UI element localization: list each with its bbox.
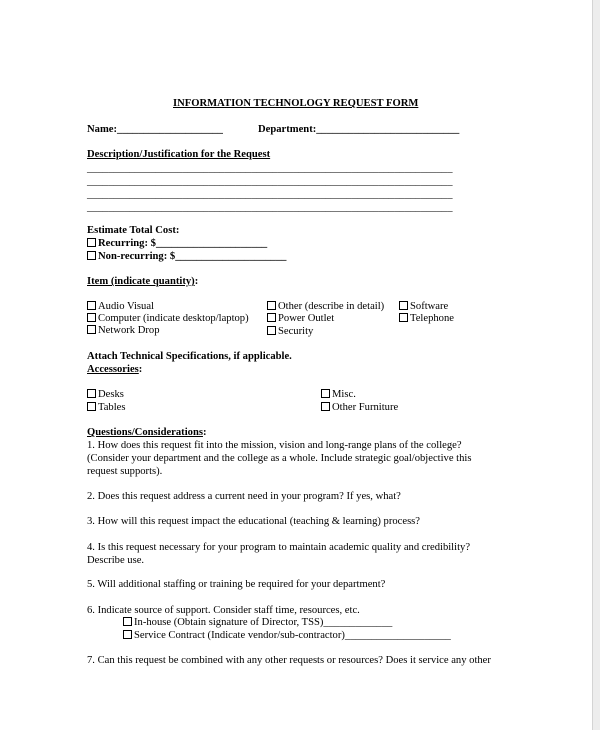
nonrecurring-row[interactable] [87, 250, 286, 263]
support-service-contract[interactable] [123, 629, 451, 642]
question-4-line: Describe use. [87, 555, 145, 566]
cost-heading: Estimate Total Cost: [87, 225, 180, 236]
question-6: 6. Indicate source of support. Consider staff time, resources, etc. [87, 605, 360, 616]
checkbox[interactable] [87, 389, 96, 398]
question-4-line: 4. Is this request necessary for your program to maintain academic quality and credibility? [87, 542, 471, 553]
recurring-row[interactable] [87, 237, 267, 250]
nonrecurring-label: Non-recurring: $ [98, 251, 176, 262]
question-5: 5. Will additional staffing or training be required for your department? [87, 579, 386, 590]
support-option-label: In-house (Obtain signature of Director, TSS)_____________ [134, 617, 393, 628]
description-line[interactable]: _____________________________________________________________________ [87, 176, 453, 187]
checkbox[interactable] [267, 326, 276, 335]
question-2: 2. Does this request address a current need in your program? If yes, what? [87, 491, 401, 502]
item-label: Audio Visual [98, 301, 154, 312]
accessory-tables[interactable] [87, 401, 126, 414]
description-line[interactable]: _____________________________________________________________________ [87, 202, 453, 213]
name-label: Name: [87, 124, 118, 135]
item-heading [87, 275, 198, 288]
question-7: 7. Can this request be combined with any other requests or resources? Does it service any other [87, 655, 491, 666]
item-network-drop[interactable] [87, 324, 160, 337]
item-label: Security [278, 326, 314, 337]
checkbox[interactable] [123, 630, 132, 639]
nonrecurring-checkbox[interactable] [87, 251, 96, 260]
item-label: Other (describe in detail) [278, 301, 385, 312]
item-label: Telephone [410, 313, 454, 324]
item-heading-text: Item (indicate quantity) [87, 276, 195, 287]
accessory-label: Tables [98, 402, 126, 413]
accessory-other-furniture[interactable] [321, 401, 398, 414]
recurring-checkbox[interactable] [87, 238, 96, 247]
item-label: Computer (indicate desktop/laptop) [98, 313, 249, 324]
form-title: INFORMATION TECHNOLOGY REQUEST FORM [173, 98, 419, 109]
accessories-heading [87, 363, 142, 376]
recurring-label: Recurring: $ [98, 238, 156, 249]
checkbox[interactable] [399, 301, 408, 310]
department-field[interactable] [258, 123, 459, 136]
question-1-line: request supports). [87, 466, 163, 477]
accessory-misc[interactable] [321, 388, 356, 401]
accessories-heading-text: Accessories [87, 364, 139, 375]
item-telephone[interactable] [399, 312, 454, 325]
name-blank: ____________________ [117, 124, 223, 135]
recurring-blank: _____________________ [155, 238, 268, 249]
department-label: Department: [258, 124, 317, 135]
checkbox[interactable] [267, 313, 276, 322]
item-security[interactable] [267, 325, 313, 338]
question-1-line: (Consider your department and the college as a whole. Include strategic goal/objective this [87, 453, 472, 464]
checkbox[interactable] [321, 402, 330, 411]
department-blank: ___________________________ [316, 124, 460, 135]
name-field[interactable] [87, 123, 223, 136]
checkbox[interactable] [87, 325, 96, 334]
checkbox[interactable] [87, 313, 96, 322]
question-1-line: 1. How does this request fit into the mission, vision and long-range plans of the college? [87, 440, 462, 451]
checkbox[interactable] [87, 301, 96, 310]
accessory-label: Desks [98, 389, 124, 400]
item-power-outlet[interactable] [267, 312, 334, 325]
item-heading-colon: : [194, 276, 199, 287]
accessory-label: Other Furniture [332, 402, 399, 413]
questions-heading [87, 426, 207, 439]
accessories-heading-colon: : [138, 364, 143, 375]
checkbox[interactable] [267, 301, 276, 310]
description-line[interactable]: _____________________________________________________________________ [87, 163, 453, 174]
checkbox[interactable] [87, 402, 96, 411]
scrollbar-track[interactable] [593, 0, 600, 730]
questions-heading-text: Questions/Considerations [87, 427, 203, 438]
item-label: Network Drop [98, 325, 160, 336]
question-3: 3. How will this request impact the educational (teaching & learning) process? [87, 516, 421, 527]
questions-heading-colon: : [202, 427, 207, 438]
support-option-label: Service Contract (Indicate vendor/sub-contractor)____________________ [134, 630, 451, 641]
attach-specs-text: Attach Technical Specifications, if applicable. [87, 351, 292, 362]
checkbox[interactable] [123, 617, 132, 626]
item-label: Power Outlet [278, 313, 335, 324]
support-in-house[interactable] [123, 616, 392, 629]
checkbox[interactable] [399, 313, 408, 322]
accessory-label: Misc. [332, 389, 356, 400]
description-heading: Description/Justification for the Request [87, 149, 271, 160]
checkbox[interactable] [321, 389, 330, 398]
item-label: Software [410, 301, 449, 312]
description-line[interactable]: _____________________________________________________________________ [87, 189, 453, 200]
accessory-desks[interactable] [87, 388, 124, 401]
nonrecurring-blank: _____________________ [175, 251, 287, 262]
